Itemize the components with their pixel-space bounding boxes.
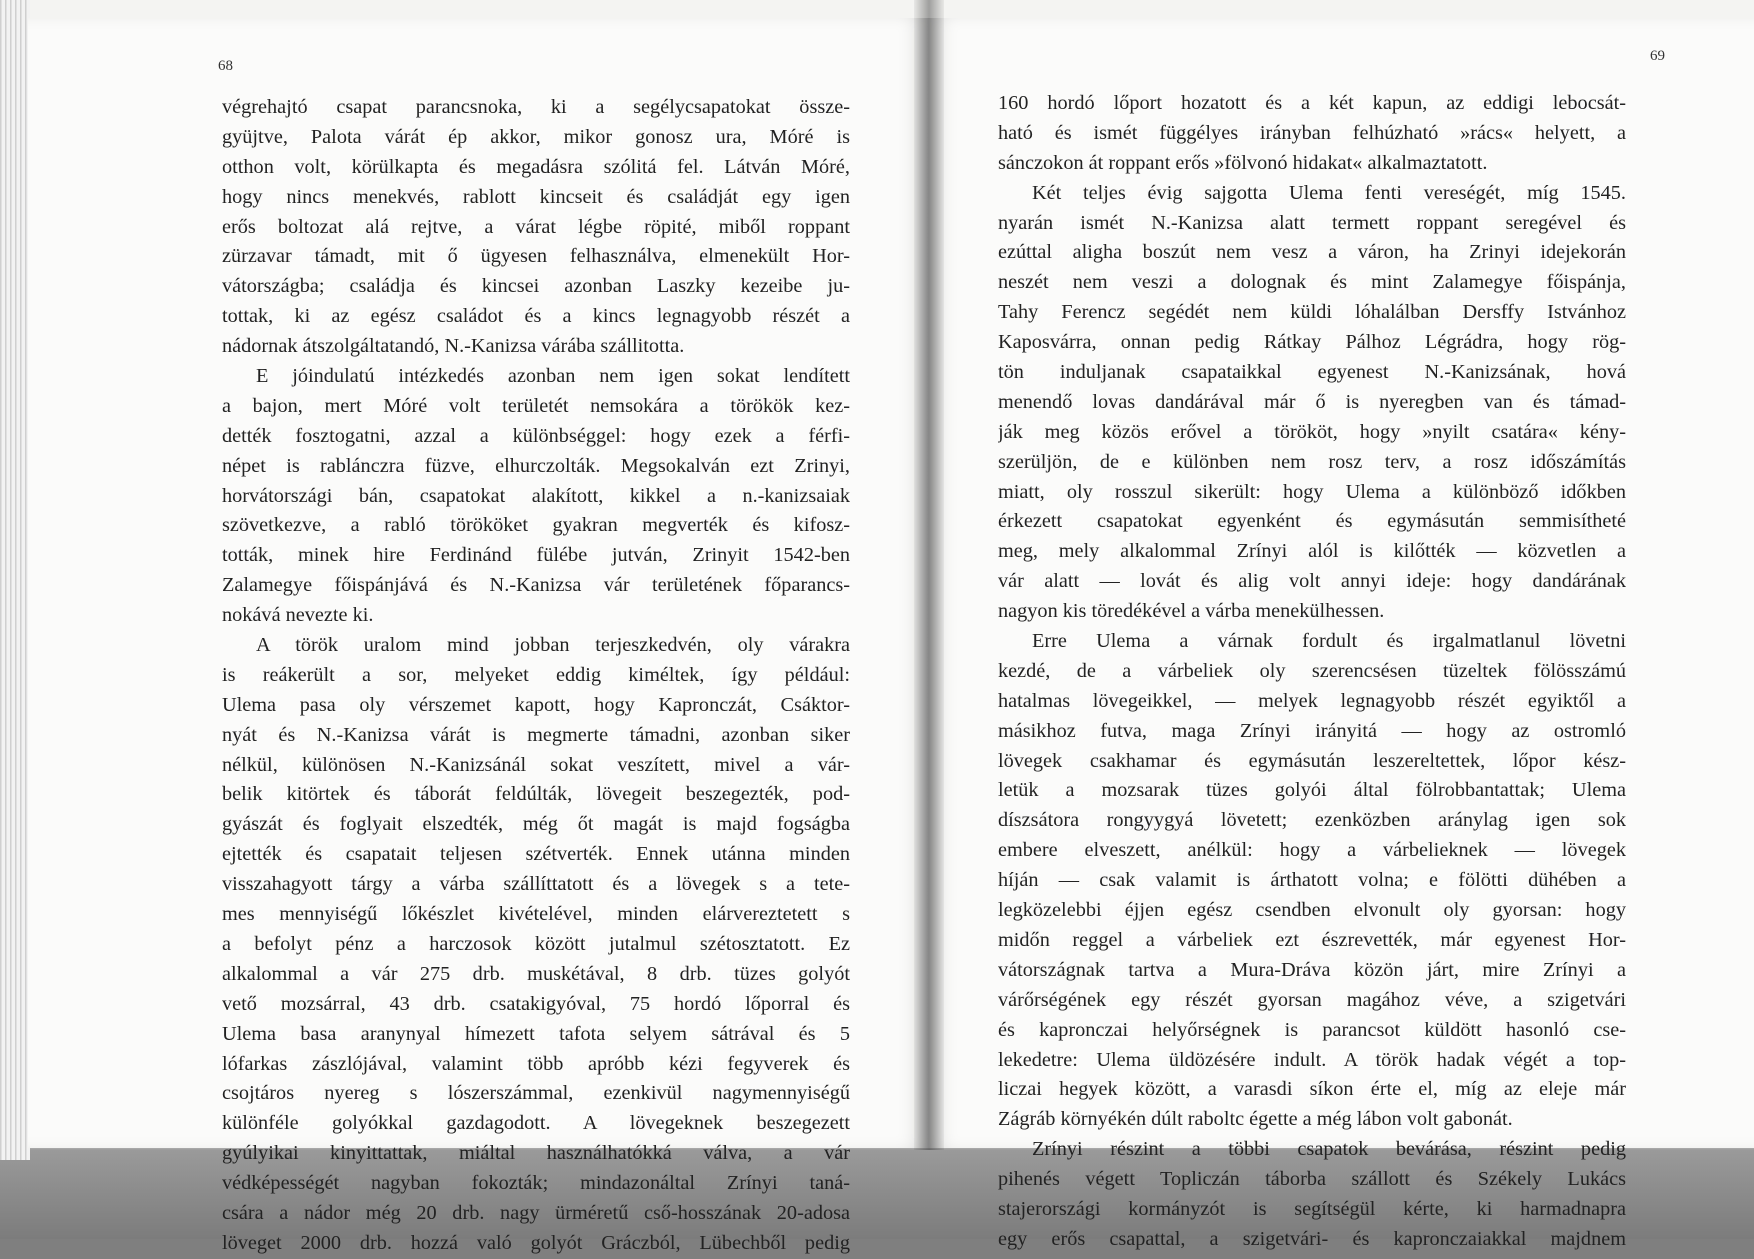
text-line: midőn reggel a várbeliek ezt észrevették, már egyenest Hor- [998, 928, 1626, 951]
text-line: Kaposvárra, onnan pedig Rátkay Pálhoz Légrádra, hogy rög- [998, 331, 1626, 354]
text-line: menendő lovas dandárával már ő is nyeregben van és támad- [998, 390, 1626, 413]
text-line: nokává nevezte ki. [222, 604, 374, 627]
text-line: ejtették és csapatait teljesen szétverték. Ennek utánna minden [222, 843, 850, 866]
text-line: híján — csak valamit is árthatott volna; e fölötti dühében a [998, 869, 1626, 892]
text-line: hogy nincs menekvés, rablott kincseit és családját egy igen [222, 185, 850, 208]
text-line: ható és ismét függélyes irányban felhúzható »rács« helyett, a [998, 121, 1626, 144]
text-line: horvátországi bán, csapatokat alakított, kikkel a n.-kanizsaiak [222, 484, 850, 507]
text-line: egy erős csapattal, a szigetvári- és kapronczaiakkal majdnem [998, 1227, 1626, 1250]
text-line: a befolyt pénz a harczosok között jutalmul szétosztatott. Ez [222, 932, 850, 955]
text-line: tották, minek hire Ferdinánd fülébe jutván, Zrinyit 1542-ben [222, 544, 850, 567]
book-page-edges [0, 0, 30, 1160]
text-line: vár alatt — lovát és alig volt annyi ideje: hogy dandárának [998, 570, 1626, 593]
text-line: vető mozsárral, 43 drb. csatakigyóval, 75 hordó lőporral és [222, 992, 850, 1015]
text-line: érkezett csapatokat egyenként és egymásután semmisítheté [998, 510, 1626, 533]
text-line: tottak, ki az egész családot és a kincs legnagyobb részét a [222, 305, 850, 328]
text-line: Zalamegye főispánjává és N.-Kanizsa vár területének főparancs- [222, 574, 850, 597]
text-line: stajerországi kormányzót is segítségül kérte, ki harmadnapra [998, 1197, 1626, 1220]
text-line: és kapronczai helyőrségnek is parancsot küldött hasonló cse- [998, 1018, 1626, 1041]
text-line: ezúttal aligha boszút nem vesz a váron, ha Zrinyi idejekorán [998, 241, 1626, 264]
text-line: gyászát és foglyait elszedték, még őt magát is majd fogságba [222, 813, 850, 836]
text-line: kezdé, de a várbeliek oly szerencsésen tüzeltek fölösszámú [998, 659, 1626, 682]
text-line: nyarán ismét N.-Kanizsa alatt termett roppant seregével és [998, 211, 1626, 234]
text-line: sánczokon át roppant erős »fölvonó hidakat« alkalmaztatott. [998, 151, 1488, 174]
text-line: díszsátora rongyygyá lövetett; ezenközben aránylag igen sok [998, 809, 1626, 832]
text-line: vátországnak tartva a Mura-Dráva közön járt, mire Zrínyi a [998, 958, 1626, 981]
text-line: védképességét nagyban fokozták; mindazonáltal Zrínyi taná- [222, 1172, 850, 1195]
text-line: a bajon, mert Móré volt területét nemsokára a törökök kez- [222, 394, 850, 417]
right-page [928, 18, 1754, 1250]
text-line: visszahagyott tárgy a várba szállíttatott és a lövegek s a tete- [222, 873, 850, 896]
text-line: tön induljanak csapataikkal egyenest N.-Kanizsának, hová [998, 361, 1626, 384]
text-line: liczai hegyek között, a varasdi síkon érte el, míg az eleje már [998, 1078, 1626, 1101]
text-line: vátországba; családja és kincsei azonban Laszky kezeibe ju- [222, 275, 850, 298]
right-page-text [998, 89, 1626, 1255]
left-page-text [222, 93, 850, 1259]
text-line: Két teljes évig sajgotta Ulema fenti vereségét, míg 1545. [1032, 181, 1626, 204]
text-line: Erre Ulema a várnak fordult és irgalmatlanul lövetni [1032, 630, 1626, 653]
text-line: hatalmas lövegeikkel, — melyek legnagyobb részét egyiktől a [998, 689, 1626, 712]
text-line: otthon volt, körülkapta és megadásra szólitá fel. Látván Móré, [222, 155, 850, 178]
text-line: E jóindulatú intézkedés azonban nem igen sokat lendített [256, 365, 850, 388]
text-line: belik kitörtek és táborát feldúlták, lövegeit beszegezték, pod- [222, 783, 850, 806]
text-line: meg, mely alkalommal Zrínyi alól is kilőtték — közvetlen a [998, 540, 1626, 563]
text-line: neszét nem veszi a dolognak és mint Zalamegye főispánja, [998, 271, 1626, 294]
text-line: másikhoz futva, maga Zrínyi irányitá — hogy az ostromló [998, 719, 1626, 742]
text-line: Ulema basa aranynyal hímezett tafota selyem sátrával és 5 [222, 1022, 850, 1045]
right-page-number: 69 [1650, 48, 1665, 64]
text-line: dették fosztogatni, azzal a különbséggel: hogy ezek a férfi- [222, 424, 850, 447]
text-line: embere elveszett, anélkül: hogy a várbelieknek — lövegek [998, 839, 1626, 862]
text-line: zürzavar támadt, mit ő ügyesen felhasználva, elmenekült Hor- [222, 245, 850, 268]
text-line: nyát és N.-Kanizsa várát is megmerte támadni, azonban siker [222, 723, 850, 746]
text-line: erős boltozat alá rejtve, a várat légbe röpité, miből roppant [222, 215, 850, 238]
text-line: letük a mozsarak tüzes golyói által fölrobbantattak; Ulema [998, 779, 1626, 802]
text-line: alkalommal a vár 275 drb. muskétával, 8 drb. tüzes golyót [222, 962, 850, 985]
text-line: lövegek csakhamar és egymásután leszereltettek, lőpor kész- [998, 749, 1626, 772]
text-line: Zrínyi részint a többi csapatok bevárása, részint pedig [1032, 1138, 1626, 1161]
text-line: mes mennyiségű lőkészlet kivételével, minden elárvereztetett s [222, 903, 850, 926]
text-line: lekedetre: Ulema üldözésére indult. A török hadak végét a top- [998, 1048, 1626, 1071]
text-line: szövetkezve, a rabló törököket gyakran megverték és kifosz- [222, 514, 850, 537]
text-line: népet is rablánczra füzve, elhurczolták. Megsokalván ezt Zrinyi, [222, 454, 850, 477]
text-line: A török uralom mind jobban terjeszkedvén, oly várakra [256, 634, 850, 657]
text-line: legközelebbi éjjen egész csendben elvonult oly gyorsan: hogy [998, 899, 1626, 922]
text-line: csára a nádor még 20 drb. nagy ürméretű cső-hosszának 20-adosa [222, 1201, 850, 1224]
text-line: Ulema pasa oly vérszemet kapott, hogy Kapronczát, Csáktor- [222, 693, 850, 716]
text-line: ják meg közös erővel a törököt, hogy »nyilt csatára« kény- [998, 420, 1626, 443]
text-line: várőrségének egy részét gyorsan magához véve, a szigetvári [998, 988, 1626, 1011]
text-line: miatt, oly rosszul sikerült: hogy Ulema a különböző időkben [998, 480, 1626, 503]
text-line: nélkül, különösen N.-Kanizsánál sokat veszített, mivel a vár- [222, 753, 850, 776]
text-line: végrehajtó csapat parancsnoka, ki a segélycsapatokat össze- [222, 96, 850, 118]
text-line: csojtáros nyereg s lószerszámmal, ezenkivül nagymennyiségű [222, 1082, 850, 1105]
text-line: 160 hordó lőport hozatott és a két kapun, az eddigi lebocsát- [998, 92, 1626, 114]
text-line: is reákerült a sor, melyeket eddig kiméltek, így például: [222, 663, 850, 686]
text-line: Zágráb környékén dúlt raboltс égette a még lábon volt gabonát. [998, 1108, 1513, 1131]
left-page [28, 18, 928, 1254]
text-line: pihenés végett Topliczán táborba szállott és Székely Lukács [998, 1168, 1626, 1191]
text-line: nádornak átszolgáltatandó, N.-Kanizsa várába szállitotta. [222, 335, 685, 358]
text-line: löveget 2000 drb. hozzá való golyót Gráczból, Lübechből pedig [222, 1231, 850, 1254]
text-line: gyüjtve, Palota várát ép akkor, mikor gonosz ura, Móré is [222, 125, 850, 148]
text-line: szerüljön, de e különben nem rosz terv, a rosz időszámítás [998, 450, 1626, 473]
text-line: nagyon kis töredékével a várba menekülhessen. [998, 600, 1385, 623]
text-line: gyúlyikai kinyittattak, miáltal használhatókká válva, a vár [222, 1142, 850, 1165]
text-line: különféle golyókkal gazdagodott. A lövegeknek beszegezett [222, 1112, 850, 1135]
book-gutter [914, 0, 944, 1150]
left-page-number: 68 [218, 58, 233, 74]
text-line: Tahy Ferencz segédét nem küldi lóhalálban Dersffy Istvánhoz [998, 301, 1626, 324]
text-line: lófarkas zászlójával, valamint több apróbb kézi fegyverek és [222, 1052, 850, 1075]
